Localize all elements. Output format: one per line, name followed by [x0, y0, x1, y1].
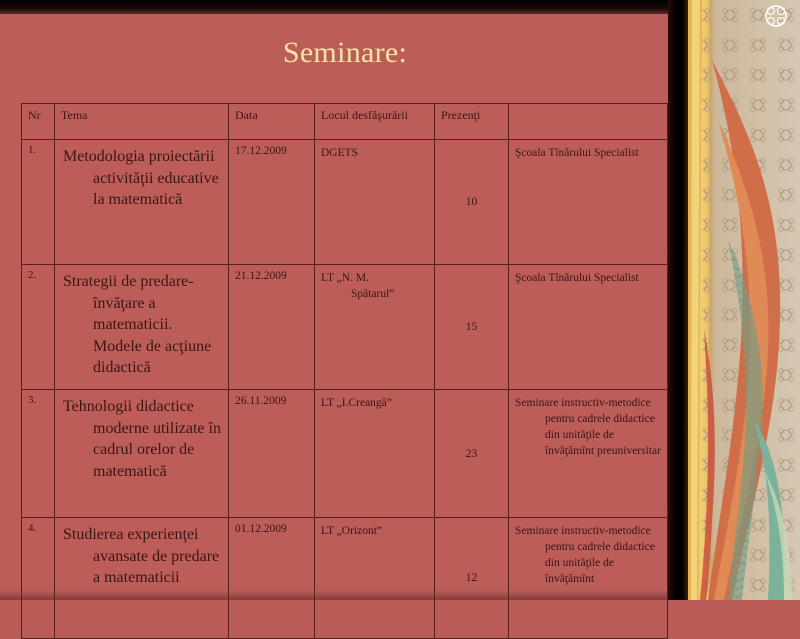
- seminar-table: [21, 103, 668, 639]
- cell-prezenti: 15: [435, 265, 509, 390]
- cell-tema: Strategii de predare-învăţare a matematicii. Modele de acţiune didactică: [55, 265, 229, 390]
- cell-data: 17.12.2009: [229, 140, 315, 265]
- cell-observatii: Şcoala Tînărului Specialist: [509, 265, 668, 390]
- header-nr: Nr: [22, 104, 55, 140]
- cell-observatii: Şcoala Tînărului Specialist: [509, 140, 668, 265]
- cell-locul: LT „Orizont”: [315, 518, 435, 639]
- header-data: Data: [229, 104, 315, 140]
- cell-tema: Metodologia proiectării activităţii educative la matematică: [55, 140, 229, 265]
- cell-data: 26.11.2009: [229, 390, 315, 518]
- cell-locul: DGETS: [315, 140, 435, 265]
- slide-title: Seminare:: [282, 36, 408, 69]
- header-locul: Locul desfăşurării: [315, 104, 435, 140]
- cell-nr: 4.: [22, 518, 55, 639]
- top-bar: [0, 0, 668, 14]
- table-header-row: [22, 104, 668, 140]
- table-row: [22, 518, 668, 639]
- cell-prezenti: 12: [435, 518, 509, 639]
- cell-locul: [315, 265, 435, 390]
- cell-nr: 3.: [22, 390, 55, 518]
- locul-line-2: Spătarul”: [351, 288, 395, 300]
- table-row: [22, 140, 668, 265]
- decorative-panel: [688, 0, 800, 600]
- cell-observatii: Seminare instructiv-metodice pentru cadrele didactice din unităţile de învăţămînt preuniversitar: [509, 390, 668, 518]
- cell-nr: 1.: [22, 140, 55, 265]
- cell-data: 01.12.2009: [229, 518, 315, 639]
- table-row: [22, 390, 668, 518]
- locul-line-1: LT „N. M.: [321, 272, 369, 284]
- cell-observatii: Seminare instructiv-metodice pentru cadrele didactice din unităţile de învăţămînt: [509, 518, 668, 639]
- cell-tema: Studierea experienţei avansate de predare a matematicii: [55, 518, 229, 639]
- cell-locul: LT „I.Creangă”: [315, 390, 435, 518]
- cell-data: 21.12.2009: [229, 265, 315, 390]
- header-prezenti: Prezenţi: [435, 104, 509, 140]
- cell-prezenti: 23: [435, 390, 509, 518]
- table-row: [22, 265, 668, 390]
- divider-stripe: [668, 0, 688, 600]
- cell-tema: Tehnologii didactice moderne utilizate în cadrul orelor de matematică: [55, 390, 229, 518]
- header-observatii: [509, 104, 668, 140]
- cell-nr: 2.: [22, 265, 55, 390]
- cell-prezenti: 10: [435, 140, 509, 265]
- header-tema: Tema: [55, 104, 229, 140]
- decorative-pattern-graphic: [688, 0, 800, 600]
